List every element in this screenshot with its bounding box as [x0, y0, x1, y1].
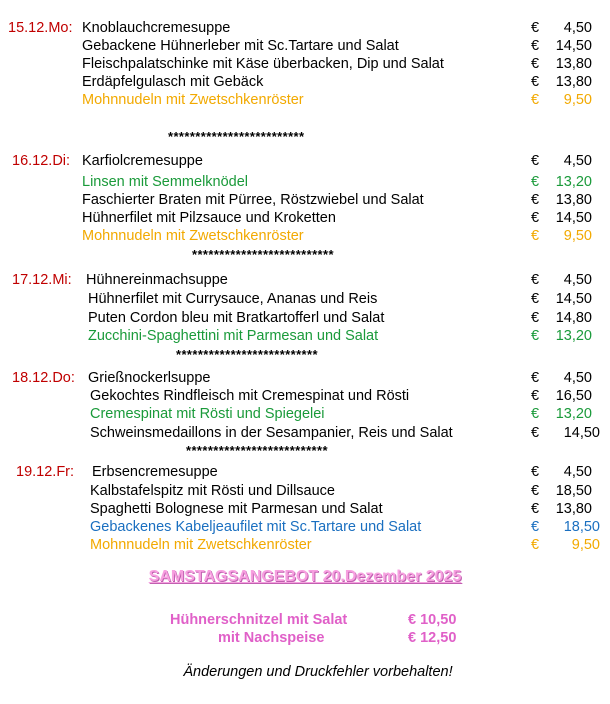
menu-row — [0, 404, 610, 424]
dish-price: 4,50 — [563, 370, 592, 386]
special-item-price: € 12,50 — [408, 630, 457, 646]
dish-price: 9,50 — [563, 228, 592, 244]
day-label: 18.12.Do: — [12, 370, 75, 386]
day-label: 19.12.Fr: — [16, 464, 75, 480]
dish-price: 13,80 — [555, 74, 592, 90]
currency-symbol: € — [531, 56, 540, 72]
dish-name: Hühnereinmachsuppe — [86, 272, 228, 288]
day-label: 15.12.Mo: — [8, 20, 73, 36]
special-item-name: mit Nachspeise — [218, 630, 325, 646]
dish-name: Kalbstafelspitz mit Rösti und Dillsauce — [90, 483, 335, 499]
special-item-price: € 10,50 — [408, 612, 457, 628]
currency-symbol: € — [531, 388, 540, 404]
currency-symbol: € — [531, 92, 540, 108]
dish-name: Erbsencremesuppe — [92, 464, 218, 480]
menu-row — [0, 535, 610, 555]
menu-row — [0, 289, 610, 309]
menu-row — [0, 423, 610, 443]
menu-row — [0, 326, 610, 346]
dish-price: 18,50 — [555, 483, 592, 499]
dish-price: 13,20 — [555, 174, 592, 190]
menu-row — [0, 172, 610, 192]
dish-name: Grießnockerlsuppe — [88, 370, 211, 386]
disclaimer-footer: Änderungen und Druckfehler vorbehalten! — [183, 664, 453, 680]
menu-row — [0, 18, 610, 38]
currency-symbol: € — [531, 192, 540, 208]
dish-price: 18,50 — [563, 519, 600, 535]
currency-symbol: € — [531, 310, 540, 326]
menu-row — [0, 226, 610, 246]
menu-row — [0, 90, 610, 110]
menu-row — [0, 386, 610, 406]
dish-name: Mohnnudeln mit Zwetschkenröster — [82, 92, 304, 108]
currency-symbol: € — [531, 228, 540, 244]
currency-symbol: € — [531, 483, 540, 499]
menu-row — [0, 208, 610, 228]
dish-price: 4,50 — [563, 464, 592, 480]
dish-name: Gebackenes Kabeljeaufilet mit Sc.Tartare und Salat — [90, 519, 422, 535]
dish-name: Karfiolcremesuppe — [82, 153, 203, 169]
dish-name: Cremespinat mit Rösti und Spiegelei — [90, 406, 325, 422]
dish-name: Hühnerfilet mit Pilzsauce und Kroketten — [82, 210, 336, 226]
menu-row — [0, 36, 610, 56]
menu-row — [0, 151, 610, 171]
dish-price: 14,80 — [555, 310, 592, 326]
day-label: 17.12.Mi: — [12, 272, 72, 288]
dish-price: 13,20 — [555, 406, 592, 422]
currency-symbol: € — [531, 153, 540, 169]
separator-stars: ************************* — [168, 129, 305, 144]
dish-name: Faschierter Braten mit Pürree, Röstzwiebel und Salat — [82, 192, 424, 208]
dish-price: 4,50 — [563, 272, 592, 288]
dish-name: Mohnnudeln mit Zwetschkenröster — [82, 228, 304, 244]
dish-price: 9,50 — [571, 537, 600, 553]
day-label: 16.12.Di: — [12, 153, 71, 169]
separator-stars: ************************** — [186, 443, 328, 458]
currency-symbol: € — [531, 74, 540, 90]
dish-price: 4,50 — [563, 20, 592, 36]
menu-row — [0, 517, 610, 537]
menu-row — [0, 190, 610, 210]
currency-symbol: € — [531, 272, 540, 288]
dish-name: Mohnnudeln mit Zwetschkenröster — [90, 537, 312, 553]
dish-price: 4,50 — [563, 153, 592, 169]
dish-name: Fleischpalatschinke mit Käse überbacken, Dip und Salat — [82, 56, 444, 72]
special-item-name: Hühnerschnitzel mit Salat — [170, 612, 348, 628]
currency-symbol: € — [531, 537, 540, 553]
currency-symbol: € — [531, 174, 540, 190]
dish-price: 13,80 — [555, 56, 592, 72]
dish-name: Zucchini-Spaghettini mit Parmesan und Salat — [88, 328, 379, 344]
currency-symbol: € — [531, 464, 540, 480]
currency-symbol: € — [531, 210, 540, 226]
separator-stars: ************************** — [192, 247, 334, 262]
dish-name: Schweinsmedaillons in der Sesampanier, Reis und Salat — [90, 425, 453, 441]
dish-price: 13,20 — [555, 328, 592, 344]
menu-row — [0, 54, 610, 74]
dish-name: Knoblauchcremesuppe — [82, 20, 231, 36]
currency-symbol: € — [531, 370, 540, 386]
dish-price: 14,50 — [555, 291, 592, 307]
menu-row — [0, 368, 610, 388]
dish-name: Linsen mit Semmelknödel — [82, 174, 249, 190]
menu-row — [0, 270, 610, 290]
currency-symbol: € — [531, 291, 540, 307]
menu-row — [0, 481, 610, 501]
dish-price: 14,50 — [555, 38, 592, 54]
currency-symbol: € — [531, 406, 540, 422]
separator-stars: ************************** — [176, 347, 318, 362]
dish-price: 16,50 — [555, 388, 592, 404]
dish-price: 14,50 — [555, 210, 592, 226]
currency-symbol: € — [531, 38, 540, 54]
currency-symbol: € — [531, 425, 540, 441]
dish-name: Gebackene Hühnerleber mit Sc.Tartare und Salat — [82, 38, 399, 54]
dish-name: Spaghetti Bolognese mit Parmesan und Salat — [90, 501, 383, 517]
dish-name: Hühnerfilet mit Currysauce, Ananas und Reis — [88, 291, 378, 307]
dish-name: Erdäpfelgulasch mit Gebäck — [82, 74, 264, 90]
dish-name: Puten Cordon bleu mit Bratkartofferl und Salat — [88, 310, 385, 326]
dish-price: 9,50 — [563, 92, 592, 108]
dish-price: 13,80 — [555, 192, 592, 208]
dish-price: 13,80 — [555, 501, 592, 517]
menu-row — [0, 308, 610, 328]
dish-name: Gekochtes Rindfleisch mit Cremespinat und Rösti — [90, 388, 410, 404]
currency-symbol: € — [531, 328, 540, 344]
special-offer-title: SAMSTAGSANGEBOT 20.Dezember 2025 — [148, 568, 462, 585]
currency-symbol: € — [531, 501, 540, 517]
dish-price: 14,50 — [563, 425, 600, 441]
menu-row — [0, 462, 610, 482]
currency-symbol: € — [531, 519, 540, 535]
menu-row — [0, 499, 610, 519]
menu-row — [0, 72, 610, 92]
currency-symbol: € — [531, 20, 540, 36]
